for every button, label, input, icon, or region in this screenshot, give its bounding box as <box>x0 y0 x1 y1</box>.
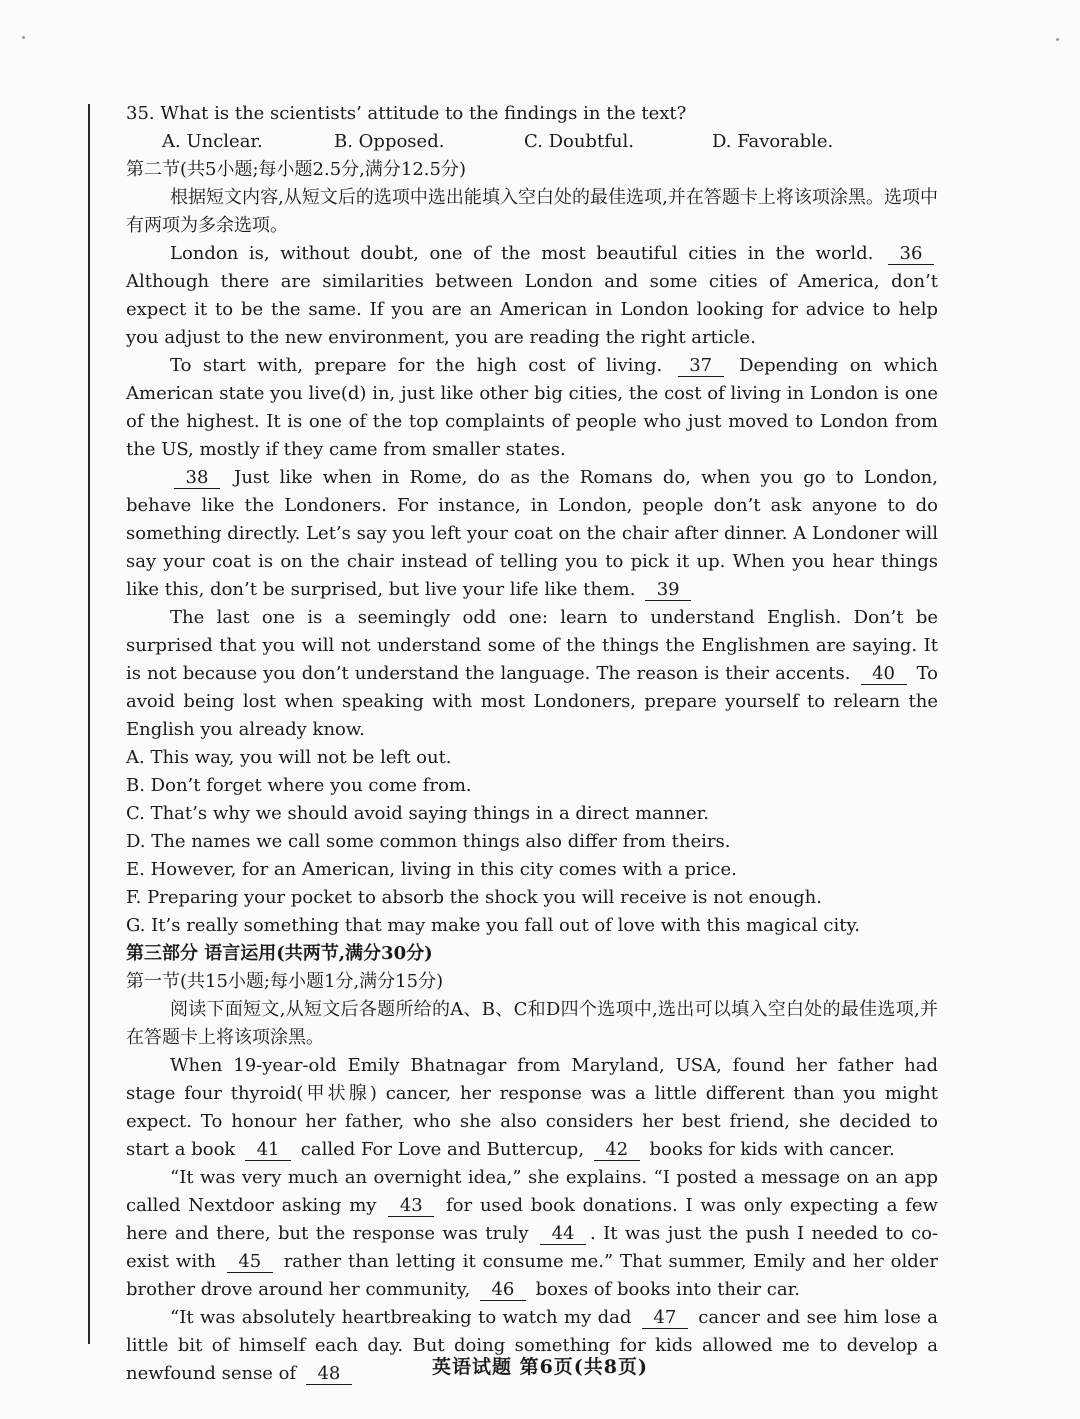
page-content <box>126 100 938 1388</box>
cloze-paragraph-3: “It was absolutely heartbreaking to watch my dad 47 cancer and see him lose a little bit of himself each day. But doing something for kids allowed me to develop a newfound sense of 48 <box>126 1307 938 1384</box>
blank-38: 38 <box>174 468 220 489</box>
part3-sub-header: 第一节(共15小题;每小题1分,满分15分) <box>126 971 444 992</box>
option-f: F. Preparing your pocket to absorb the shock you will receive is not enough. <box>126 887 822 908</box>
scan-speck <box>1056 38 1059 41</box>
q35-option-d: D. Favorable. <box>712 131 834 152</box>
page-footer: 英语试题 第6页(共8页) <box>431 1356 649 1378</box>
passage-paragraph-3: 38 Just like when in Rome, do as the Romans do, when you go to London, behave like the Londoners. For instance, in London, people don’t ask anyone to do something directly. Let’s say you left your coat on the chair after dinner. A Londoner will say your coat is on the chair instead of telling you to pick it up. When you hear things like this, don’t be surprised, but live your life like them. 39 <box>126 467 938 600</box>
passage-paragraph-2: To start with, prepare for the high cost of living. 37 Depending on which American state you live(d) in, just like other big cities, the cost of living in London is one of the highest. It is one of the top complaints of people who just moved to London from the US, mostly if they came from smaller states. <box>126 355 938 460</box>
section2-instruction: 根据短文内容,从短文后的选项中选出能填入空白处的最佳选项,并在答题卡上将该项涂黑。选项中有两项为多余选项。 <box>126 187 938 236</box>
option-a: A. This way, you will not be left out. <box>126 747 452 768</box>
passage-paragraph-4: The last one is a seemingly odd one: learn to understand English. Don’t be surprised that you will not understand some of the things the Englishmen are saying. It is not because you don’t understand the language. The reason is their accents. 40 To avoid being lost when speaking with most Londoners, prepare yourself to relearn the English you already know. <box>126 607 939 740</box>
blank-44: 44 <box>540 1224 586 1245</box>
q35-option-b: B. Opposed. <box>334 131 445 152</box>
option-c: C. That’s why we should avoid saying things in a direct manner. <box>126 803 709 824</box>
q35-options <box>126 128 938 156</box>
blank-43: 43 <box>388 1196 434 1217</box>
blank-47: 47 <box>642 1308 688 1329</box>
scan-speck <box>22 36 25 39</box>
blank-36: 36 <box>888 244 934 265</box>
blank-45: 45 <box>227 1252 273 1273</box>
cloze-paragraph-1: When 19-year-old Emily Bhatnagar from Maryland, USA, found her father had stage four thyroid(甲状腺) cancer, her response was a little different than you might expect. To honour her father, who she also considers her best friend, she decided to start a book 41 called For Love and Buttercup, 42 books for kids with cancer. <box>126 1055 938 1160</box>
passage-paragraph-1: London is, without doubt, one of the most beautiful cities in the world. 36 Although there are similarities between London and some cities of America, don’t expect it to be the same. If you are an American in London looking for advice to help you adjust to the new environment, you are reading the right article. <box>126 243 938 348</box>
blank-37: 37 <box>678 356 724 377</box>
q35-option-a: A. Unclear. <box>162 131 263 152</box>
blank-39: 39 <box>645 580 691 601</box>
blank-40: 40 <box>861 664 907 685</box>
part3-header: 第三部分 语言运用(共两节,满分30分) <box>126 943 433 964</box>
blank-41: 41 <box>245 1140 291 1161</box>
margin-line <box>88 104 90 1344</box>
cloze-paragraph-2: “It was very much an overnight idea,” she explains. “I posted a message on an app called Nextdoor asking my 43 for used book donations. I was only expecting a few here and there, but the response was truly 44 . It was just the push I needed to co-exist with 45 rather than letting it consume me.” That summer, Emily and her older brother drove around her community, 46 boxes of books into their car. <box>126 1167 938 1300</box>
option-e: E. However, for an American, living in this city comes with a price. <box>126 859 737 880</box>
option-d: D. The names we call some common things also differ from theirs. <box>126 831 731 852</box>
section2-header: 第二节(共5小题;每小题2.5分,满分12.5分) <box>126 159 466 180</box>
blank-42: 42 <box>594 1140 640 1161</box>
blank-46: 46 <box>480 1280 526 1301</box>
blank-48: 48 <box>306 1364 352 1385</box>
option-b: B. Don’t forget where you come from. <box>126 775 472 796</box>
q35-stem: 35. What is the scientists’ attitude to the findings in the text? <box>126 103 687 124</box>
q35-option-c: C. Doubtful. <box>524 131 634 152</box>
part3-instruction: 阅读下面短文,从短文后各题所给的A、B、C和D四个选项中,选出可以填入空白处的最佳选项,并在答题卡上将该项涂黑。 <box>126 999 938 1048</box>
section2-options <box>126 744 938 940</box>
option-g: G. It’s really something that may make you fall out of love with this magical city. <box>126 915 860 936</box>
